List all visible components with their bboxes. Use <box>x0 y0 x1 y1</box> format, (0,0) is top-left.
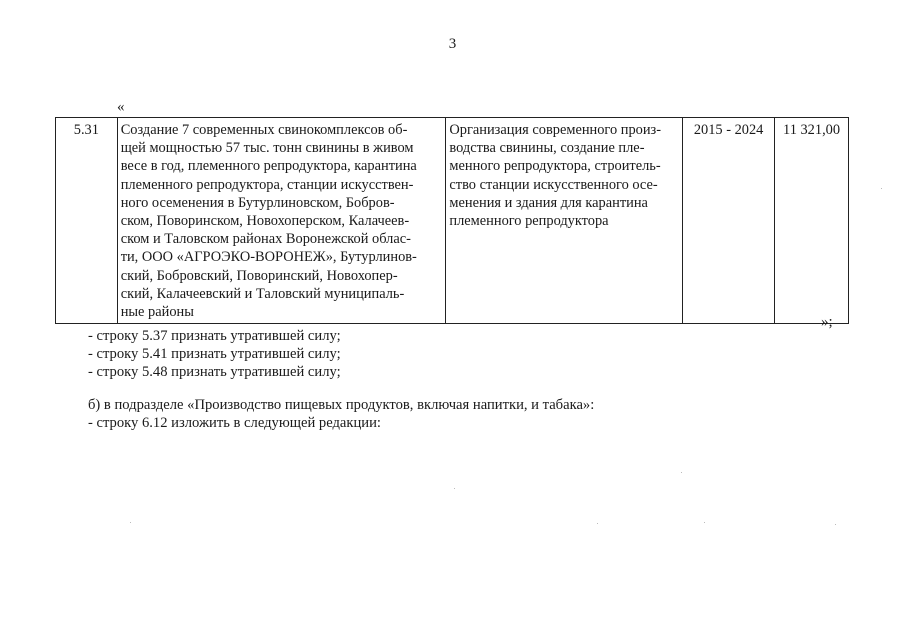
title-line: племенного репродуктора, станции искусствен- <box>120 176 414 193</box>
description-line: водства свинины, создание пле- <box>449 140 645 157</box>
paragraph-line: - строку 5.41 признать утратившей силу; <box>88 346 341 362</box>
title-line: весе в год, племенного репродуктора, карантина <box>120 158 417 175</box>
title-line: ский, Бобровский, Поворинский, Новохопер- <box>120 267 398 284</box>
description-line: Организация современного произ- <box>449 122 662 138</box>
paragraph-line: б) в подразделе «Производство пищевых продуктов, включая напитки, и табака»: <box>88 397 595 413</box>
page-number: 3 <box>448 36 457 52</box>
title-line: Создание 7 современных свинокомплексов об- <box>120 122 408 138</box>
row-amount-cell: 11 321,00 <box>775 118 849 324</box>
row-title-cell <box>117 118 446 324</box>
scan-speck <box>681 472 682 473</box>
title-line: ский, Калачеевский и Таловский муниципаль- <box>120 285 405 302</box>
paragraph-line: - строку 5.37 признать утратившей силу; <box>88 328 341 344</box>
title-line: щей мощностью 57 тыс. тонн свинины в живом <box>120 140 414 157</box>
row-period-cell: 2015 - 2024 <box>683 118 775 324</box>
scan-speck <box>597 523 598 524</box>
row-description-cell <box>446 118 683 324</box>
description-line: племенного репродуктора <box>449 213 609 230</box>
opening-quote-mark: « <box>117 99 125 115</box>
program-table <box>55 117 849 324</box>
description-line: менения и здания для карантина <box>449 194 648 211</box>
title-line: ные районы <box>120 304 194 321</box>
scan-speck <box>130 522 131 523</box>
row-number-cell: 5.31 <box>56 118 118 324</box>
scan-speck <box>881 188 882 189</box>
description-line: менного репродуктора, строитель- <box>449 158 661 175</box>
scan-speck <box>704 522 705 523</box>
description-line: ство станции искусственного осе- <box>449 176 658 193</box>
title-line: ти, ООО «АГРОЭКО-ВОРОНЕЖ», Бутурлинов- <box>120 249 417 266</box>
table-row <box>56 118 849 324</box>
scan-speck <box>835 524 836 525</box>
title-line: ском и Таловском районах Воронежской облас- <box>120 231 411 248</box>
scan-speck <box>454 488 455 489</box>
title-line: ного осеменения в Бутурлиновском, Бобров- <box>120 194 395 211</box>
title-line: ском, Поворинском, Новохоперском, Калачеев- <box>120 213 410 230</box>
paragraph-line: - строку 5.48 признать утратившей силу; <box>88 364 341 380</box>
paragraph-line: - строку 6.12 изложить в следующей редакции: <box>88 415 381 431</box>
closing-quote-mark: »; <box>821 314 833 330</box>
